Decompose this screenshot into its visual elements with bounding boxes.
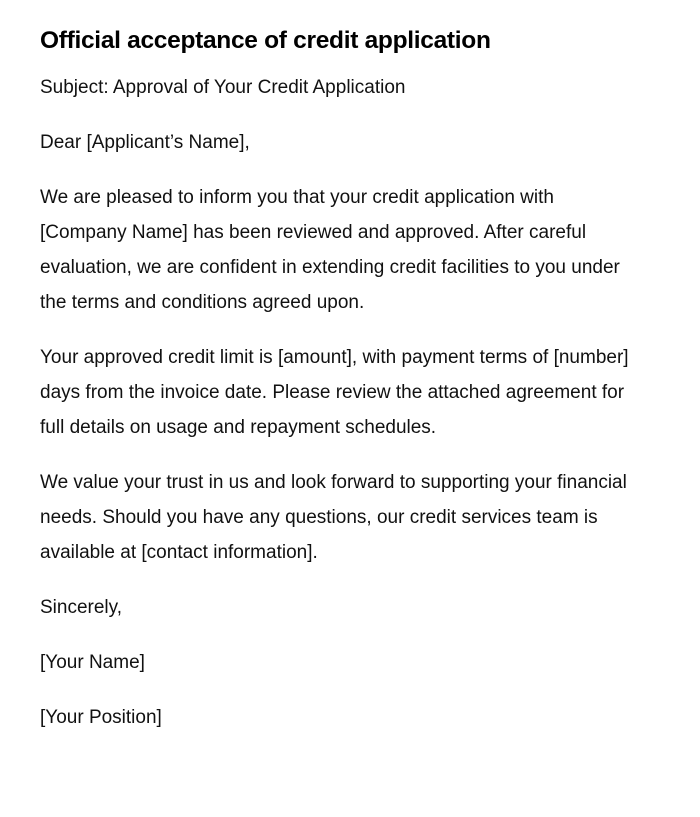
body-paragraph-contact: We value your trust in us and look forward to supporting your financial needs. Should you have any questions, our credit services team is available at [contact information]. — [40, 472, 627, 563]
body-paragraph-terms: Your approved credit limit is [amount], with payment terms of [number] days from the invoice date. Please review the attached agreement for full details on usage and repayment schedules. — [40, 347, 629, 438]
body-paragraph-approval: We are pleased to inform you that your credit application with [Company Name] has been reviewed and approved. After careful evaluation, we are confident in extending credit facilities to you under the terms and conditions agreed upon. — [40, 187, 620, 313]
closing: Sincerely, — [40, 597, 123, 618]
signer-position: [Your Position] — [40, 707, 162, 728]
subject-line: Subject: Approval of Your Credit Application — [40, 77, 406, 98]
document-title: Official acceptance of credit application — [40, 27, 491, 54]
salutation: Dear [Applicant’s Name], — [40, 132, 250, 153]
signer-name: [Your Name] — [40, 652, 145, 673]
